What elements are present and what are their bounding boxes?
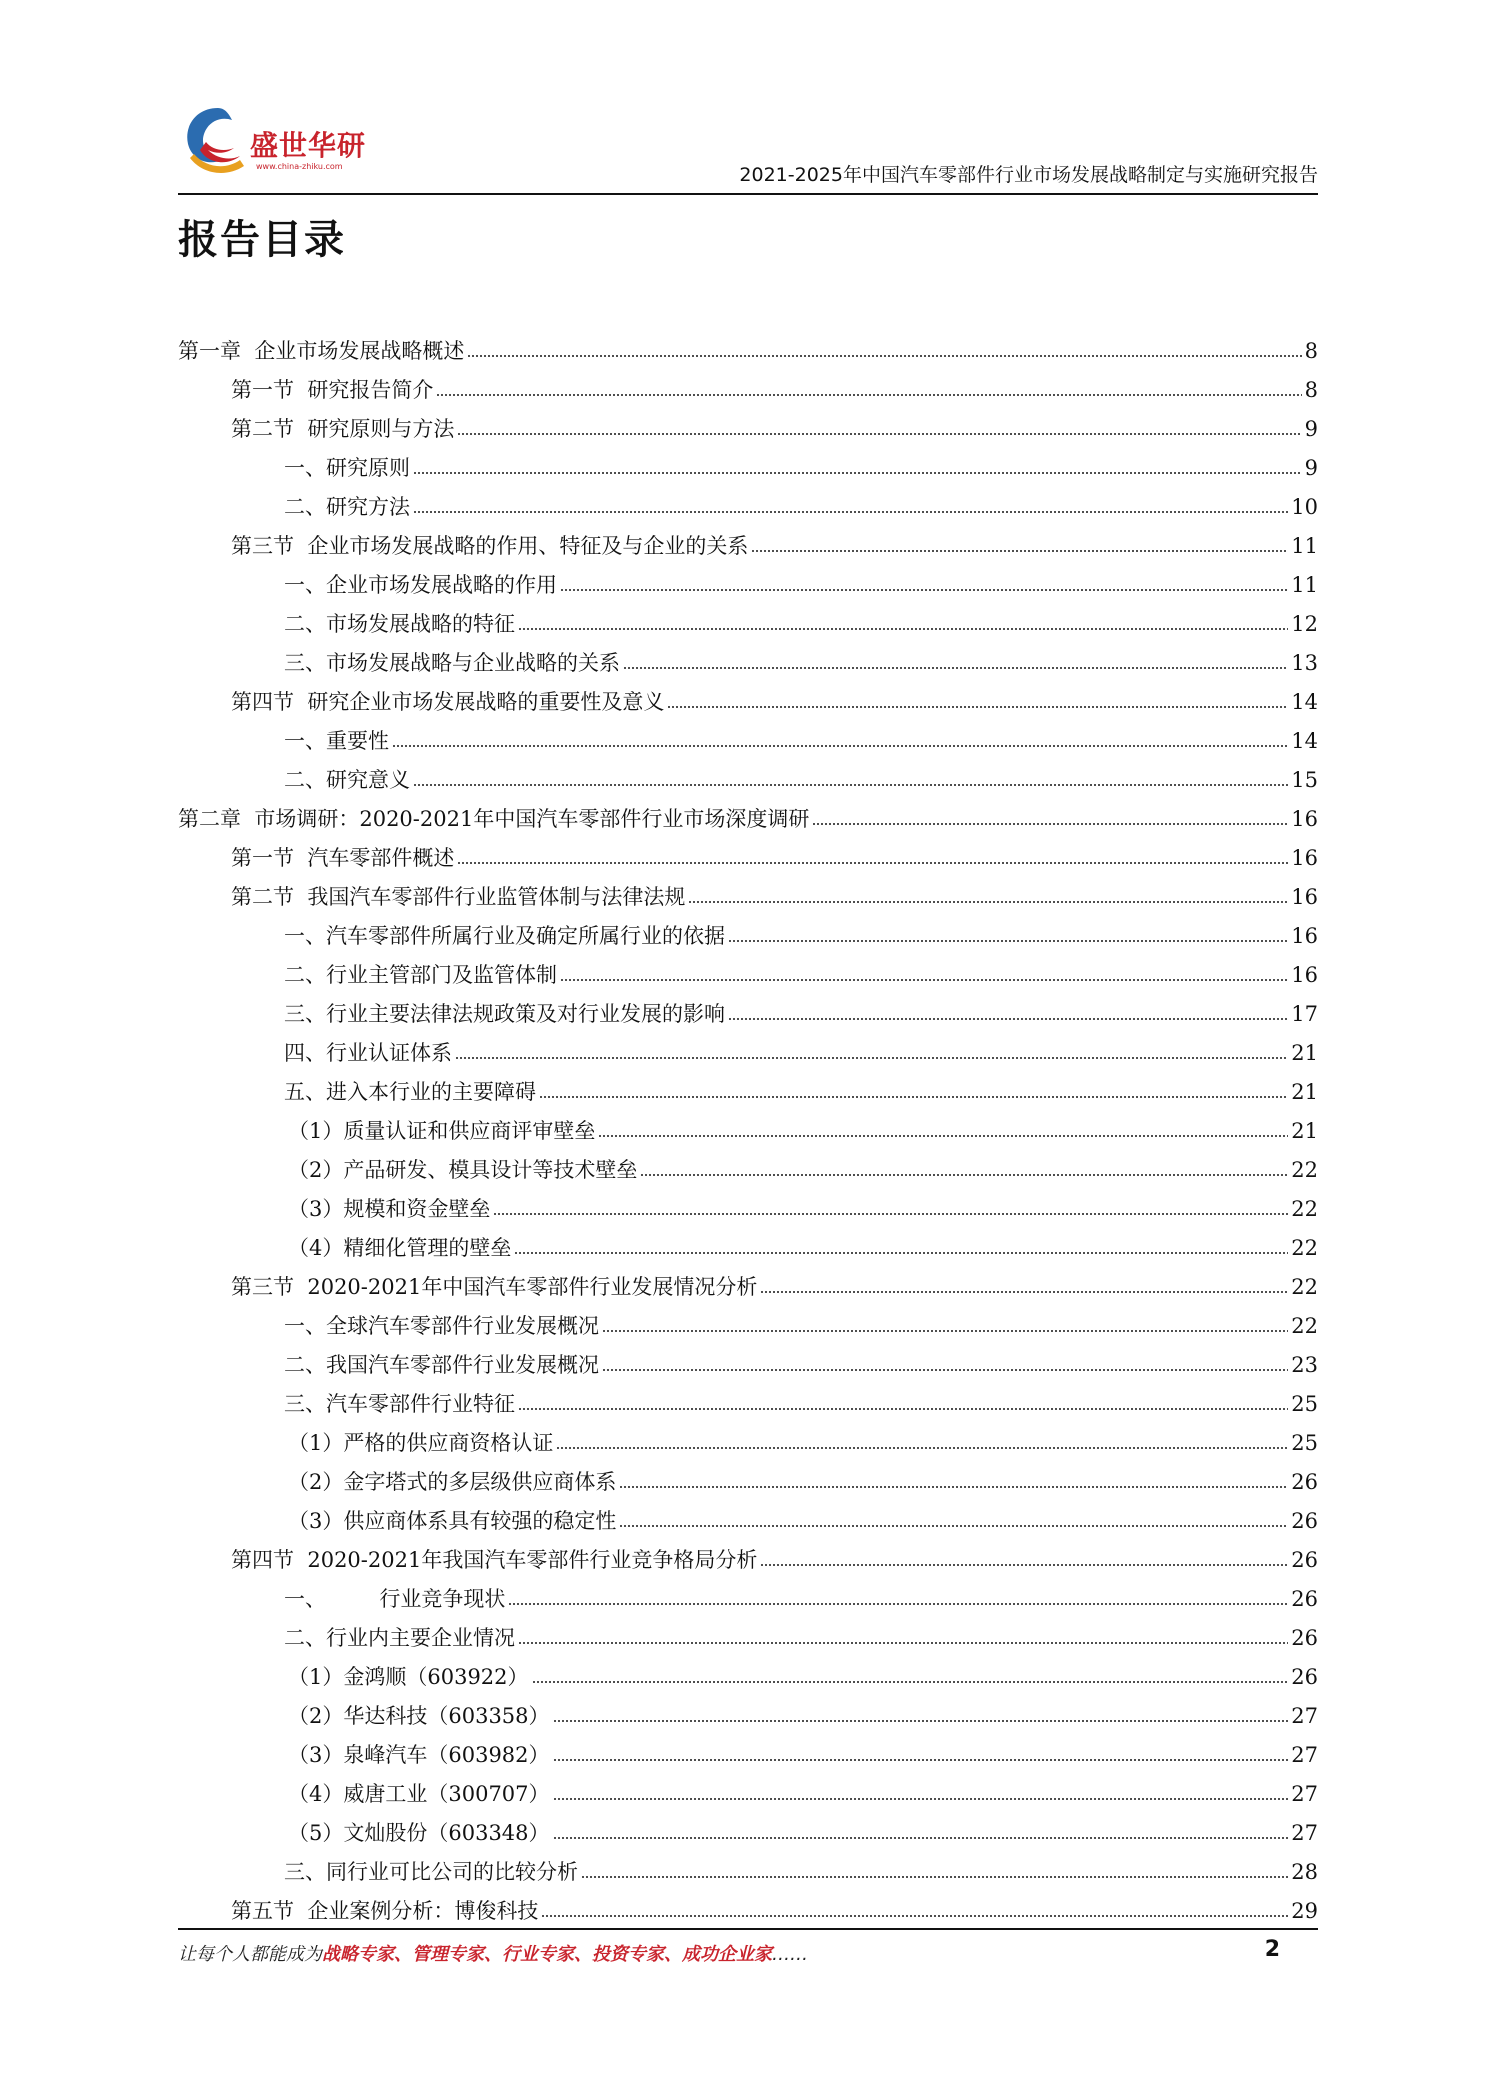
toc-entry-page: 16 (1291, 846, 1318, 870)
toc-dot-leader (493, 1211, 1288, 1217)
toc-dot-leader (688, 899, 1288, 905)
toc-entry-page: 22 (1291, 1236, 1318, 1260)
toc-entry-title: 二、研究方法 (284, 495, 410, 519)
toc-entry-title: 二、我国汽车零部件行业发展概况 (284, 1353, 599, 1377)
toc-dot-leader (413, 509, 1288, 515)
toc-entry-page: 16 (1291, 963, 1318, 987)
toc-entry[interactable] (178, 1691, 1318, 1730)
toc-entry[interactable] (178, 794, 1318, 833)
toc-entry-page: 22 (1291, 1314, 1318, 1338)
toc-dot-leader (467, 353, 1301, 359)
logo-url: www.china-zhiku.com (256, 162, 343, 171)
toc-entry-title: 第四节 2020-2021年我国汽车零部件行业竞争格局分析 (231, 1548, 758, 1572)
toc-entry-title: 一、研究原则 (284, 456, 410, 480)
toc-dot-leader (619, 1484, 1288, 1490)
toc-entry-title: （2）产品研发、模具设计等技术壁垒 (288, 1158, 638, 1182)
toc-entry-title: （1）金鸿顺（603922） (288, 1665, 529, 1689)
footer-divider (178, 1928, 1318, 1930)
footer-slogan (178, 1940, 808, 1966)
toc-dot-leader (560, 977, 1288, 983)
toc-entry[interactable] (178, 1145, 1318, 1184)
footer-slogan-prefix: 让每个人都能成为 (178, 1944, 322, 1965)
toc-entry[interactable] (178, 560, 1318, 599)
toc-entry-page: 29 (1291, 1899, 1318, 1923)
toc-entry-title: 五、进入本行业的主要障碍 (284, 1080, 536, 1104)
toc-dot-leader (581, 1874, 1288, 1880)
toc-entry-title: 第一章 企业市场发展战略概述 (178, 339, 465, 363)
page-title: 报告目录 (178, 217, 346, 263)
toc-entry-page: 14 (1291, 690, 1318, 714)
toc-entry[interactable] (178, 1808, 1318, 1847)
toc-entry[interactable] (178, 365, 1318, 404)
toc-entry[interactable] (178, 1418, 1318, 1457)
toc-entry-title: （1）严格的供应商资格认证 (288, 1431, 554, 1455)
toc-entry-title: 三、同行业可比公司的比较分析 (284, 1860, 578, 1884)
toc-entry-page: 28 (1291, 1860, 1318, 1884)
toc-entry[interactable] (178, 1106, 1318, 1145)
header-divider (178, 193, 1318, 195)
toc-entry-title: 一、重要性 (284, 729, 389, 753)
logo-emblem-icon (178, 100, 258, 190)
toc-entry-title: （3）规模和资金壁垒 (288, 1197, 491, 1221)
toc-entry[interactable] (178, 1496, 1318, 1535)
toc-entry-title: 第三节 企业市场发展战略的作用、特征及与企业的关系 (231, 534, 749, 558)
toc-entry-page: 16 (1291, 885, 1318, 909)
toc-entry[interactable] (178, 599, 1318, 638)
toc-entry[interactable] (178, 326, 1318, 365)
toc-entry-page: 16 (1291, 924, 1318, 948)
footer-slogan-highlight: 战略专家、管理专家、行业专家、投资专家、成功企业家 (322, 1944, 772, 1965)
toc-entry-page: 27 (1291, 1821, 1318, 1845)
toc-entry-page: 22 (1291, 1197, 1318, 1221)
toc-dot-leader (812, 821, 1288, 827)
toc-entry-title: 第三节 2020-2021年中国汽车零部件行业发展情况分析 (231, 1275, 758, 1299)
toc-entry-title: 一、全球汽车零部件行业发展概况 (284, 1314, 599, 1338)
toc-entry-title: （2）金字塔式的多层级供应商体系 (288, 1470, 617, 1494)
toc-entry-title: 第二节 我国汽车零部件行业监管体制与法律法规 (231, 885, 686, 909)
toc-entry-title: （1）质量认证和供应商评审壁垒 (288, 1119, 596, 1143)
toc-entry-page: 21 (1291, 1080, 1318, 1104)
toc-dot-leader (392, 743, 1288, 749)
toc-dot-leader (436, 392, 1301, 398)
toc-entry-title: （2）华达科技（603358） (288, 1704, 550, 1728)
toc-dot-leader (728, 938, 1288, 944)
toc-entry-page: 26 (1291, 1509, 1318, 1533)
toc-entry-page: 21 (1291, 1041, 1318, 1065)
toc-entry-title: （3）供应商体系具有较强的稳定性 (288, 1509, 617, 1533)
toc-entry[interactable] (178, 1028, 1318, 1067)
toc-dot-leader (413, 470, 1302, 476)
toc-entry-page: 13 (1291, 651, 1318, 675)
toc-entry-page: 14 (1291, 729, 1318, 753)
toc-entry[interactable] (178, 1184, 1318, 1223)
toc-entry[interactable] (178, 755, 1318, 794)
toc-entry[interactable] (178, 1223, 1318, 1262)
toc-entry[interactable] (178, 1340, 1318, 1379)
toc-entry-page: 8 (1304, 378, 1318, 402)
toc-dot-leader (598, 1133, 1288, 1139)
toc-entry[interactable] (178, 989, 1318, 1028)
toc-dot-leader (553, 1835, 1289, 1841)
toc-entry-title: 二、行业主管部门及监管体制 (284, 963, 557, 987)
toc-entry[interactable] (178, 1262, 1318, 1301)
toc-entry-title: 一、汽车零部件所属行业及确定所属行业的依据 (284, 924, 725, 948)
toc-dot-leader (560, 587, 1288, 593)
toc-dot-leader (751, 548, 1288, 554)
toc-dot-leader (556, 1445, 1288, 1451)
toc-entry[interactable] (178, 911, 1318, 950)
toc-entry-title: （4）精细化管理的壁垒 (288, 1236, 512, 1260)
toc-entry[interactable] (178, 1730, 1318, 1769)
toc-entry-title: （4）威唐工业（300707） (288, 1782, 550, 1806)
toc-entry-page: 26 (1291, 1626, 1318, 1650)
toc-entry-title: 二、行业内主要企业情况 (284, 1626, 515, 1650)
table-of-contents (178, 326, 1318, 1925)
report-title: 2021-2025年中国汽车零部件行业市场发展战略制定与实施研究报告 (739, 164, 1318, 186)
toc-entry-page: 26 (1291, 1587, 1318, 1611)
toc-entry[interactable] (178, 1379, 1318, 1418)
toc-entry-page: 25 (1291, 1431, 1318, 1455)
toc-dot-leader (413, 782, 1288, 788)
toc-entry[interactable] (178, 638, 1318, 677)
toc-entry-title: 二、市场发展战略的特征 (284, 612, 515, 636)
toc-entry-page: 11 (1291, 573, 1318, 597)
toc-dot-leader (760, 1289, 1288, 1295)
toc-entry-page: 15 (1291, 768, 1318, 792)
toc-entry-page: 8 (1304, 339, 1318, 363)
toc-entry-page: 9 (1304, 417, 1318, 441)
toc-entry-page: 23 (1291, 1353, 1318, 1377)
toc-entry-title: （3）泉峰汽车（603982） (288, 1743, 550, 1767)
toc-entry[interactable] (178, 1613, 1318, 1652)
toc-entry[interactable] (178, 521, 1318, 560)
toc-entry-title: 三、行业主要法律法规政策及对行业发展的影响 (284, 1002, 725, 1026)
toc-entry[interactable] (178, 716, 1318, 755)
toc-dot-leader (541, 1913, 1288, 1919)
toc-entry[interactable] (178, 1574, 1318, 1613)
toc-entry-page: 9 (1304, 456, 1318, 480)
toc-entry-page: 27 (1291, 1704, 1318, 1728)
toc-entry[interactable] (178, 404, 1318, 443)
toc-entry-title: 三、市场发展战略与企业战略的关系 (284, 651, 620, 675)
toc-entry-title: 第二节 研究原则与方法 (231, 417, 455, 441)
toc-entry[interactable] (178, 1769, 1318, 1808)
toc-entry[interactable] (178, 1847, 1318, 1886)
company-logo (178, 100, 388, 190)
page-header (178, 100, 1318, 196)
toc-entry-title: 第四节 研究企业市场发展战略的重要性及意义 (231, 690, 665, 714)
toc-entry-page: 26 (1291, 1548, 1318, 1572)
toc-dot-leader (553, 1796, 1289, 1802)
toc-dot-leader (514, 1250, 1288, 1256)
toc-dot-leader (728, 1016, 1288, 1022)
toc-dot-leader (602, 1328, 1288, 1334)
toc-entry[interactable] (178, 833, 1318, 872)
toc-dot-leader (640, 1172, 1288, 1178)
toc-entry-title: 二、研究意义 (284, 768, 410, 792)
toc-entry-title: 一、企业市场发展战略的作用 (284, 573, 557, 597)
toc-dot-leader (539, 1094, 1288, 1100)
toc-entry[interactable] (178, 1886, 1318, 1925)
toc-entry-page: 27 (1291, 1782, 1318, 1806)
toc-entry[interactable] (178, 443, 1318, 482)
toc-entry[interactable] (178, 482, 1318, 521)
toc-entry[interactable] (178, 1301, 1318, 1340)
toc-dot-leader (553, 1718, 1289, 1724)
toc-dot-leader (518, 1640, 1288, 1646)
toc-entry-page: 26 (1291, 1665, 1318, 1689)
toc-entry-title: 第一节 研究报告简介 (231, 378, 434, 402)
toc-entry-page: 22 (1291, 1158, 1318, 1182)
toc-entry-page: 22 (1291, 1275, 1318, 1299)
toc-entry-page: 27 (1291, 1743, 1318, 1767)
toc-entry[interactable] (178, 677, 1318, 716)
toc-entry-title: 第二章 市场调研：2020-2021年中国汽车零部件行业市场深度调研 (178, 807, 810, 831)
toc-dot-leader (553, 1757, 1289, 1763)
toc-entry[interactable] (178, 1067, 1318, 1106)
toc-entry-title: 一、 行业竞争现状 (284, 1587, 506, 1611)
toc-dot-leader (455, 1055, 1288, 1061)
toc-dot-leader (518, 626, 1288, 632)
toc-entry-page: 17 (1291, 1002, 1318, 1026)
toc-entry-title: 四、行业认证体系 (284, 1041, 452, 1065)
toc-entry-page: 21 (1291, 1119, 1318, 1143)
toc-entry-title: 第一节 汽车零部件概述 (231, 846, 455, 870)
toc-entry[interactable] (178, 872, 1318, 911)
toc-entry[interactable] (178, 950, 1318, 989)
toc-dot-leader (619, 1523, 1288, 1529)
toc-dot-leader (602, 1367, 1288, 1373)
toc-dot-leader (623, 665, 1288, 671)
toc-dot-leader (667, 704, 1288, 710)
toc-dot-leader (760, 1562, 1288, 1568)
toc-entry-page: 25 (1291, 1392, 1318, 1416)
toc-entry-title: （5）文灿股份（603348） (288, 1821, 550, 1845)
page-number: 2 (1264, 1937, 1280, 1962)
toc-entry[interactable] (178, 1652, 1318, 1691)
toc-entry[interactable] (178, 1457, 1318, 1496)
toc-entry-page: 16 (1291, 807, 1318, 831)
logo-name: 盛世华研 (250, 129, 367, 162)
toc-entry-title: 三、汽车零部件行业特征 (284, 1392, 515, 1416)
toc-entry[interactable] (178, 1535, 1318, 1574)
toc-dot-leader (532, 1679, 1289, 1685)
toc-entry-page: 12 (1291, 612, 1318, 636)
toc-entry-page: 10 (1291, 495, 1318, 519)
toc-dot-leader (508, 1601, 1288, 1607)
footer-slogan-suffix: …… (772, 1944, 808, 1965)
toc-entry-title: 第五节 企业案例分析：博俊科技 (231, 1899, 539, 1923)
toc-entry-page: 11 (1291, 534, 1318, 558)
toc-dot-leader (457, 860, 1288, 866)
toc-dot-leader (518, 1406, 1288, 1412)
toc-dot-leader (457, 431, 1301, 437)
toc-entry-page: 26 (1291, 1470, 1318, 1494)
